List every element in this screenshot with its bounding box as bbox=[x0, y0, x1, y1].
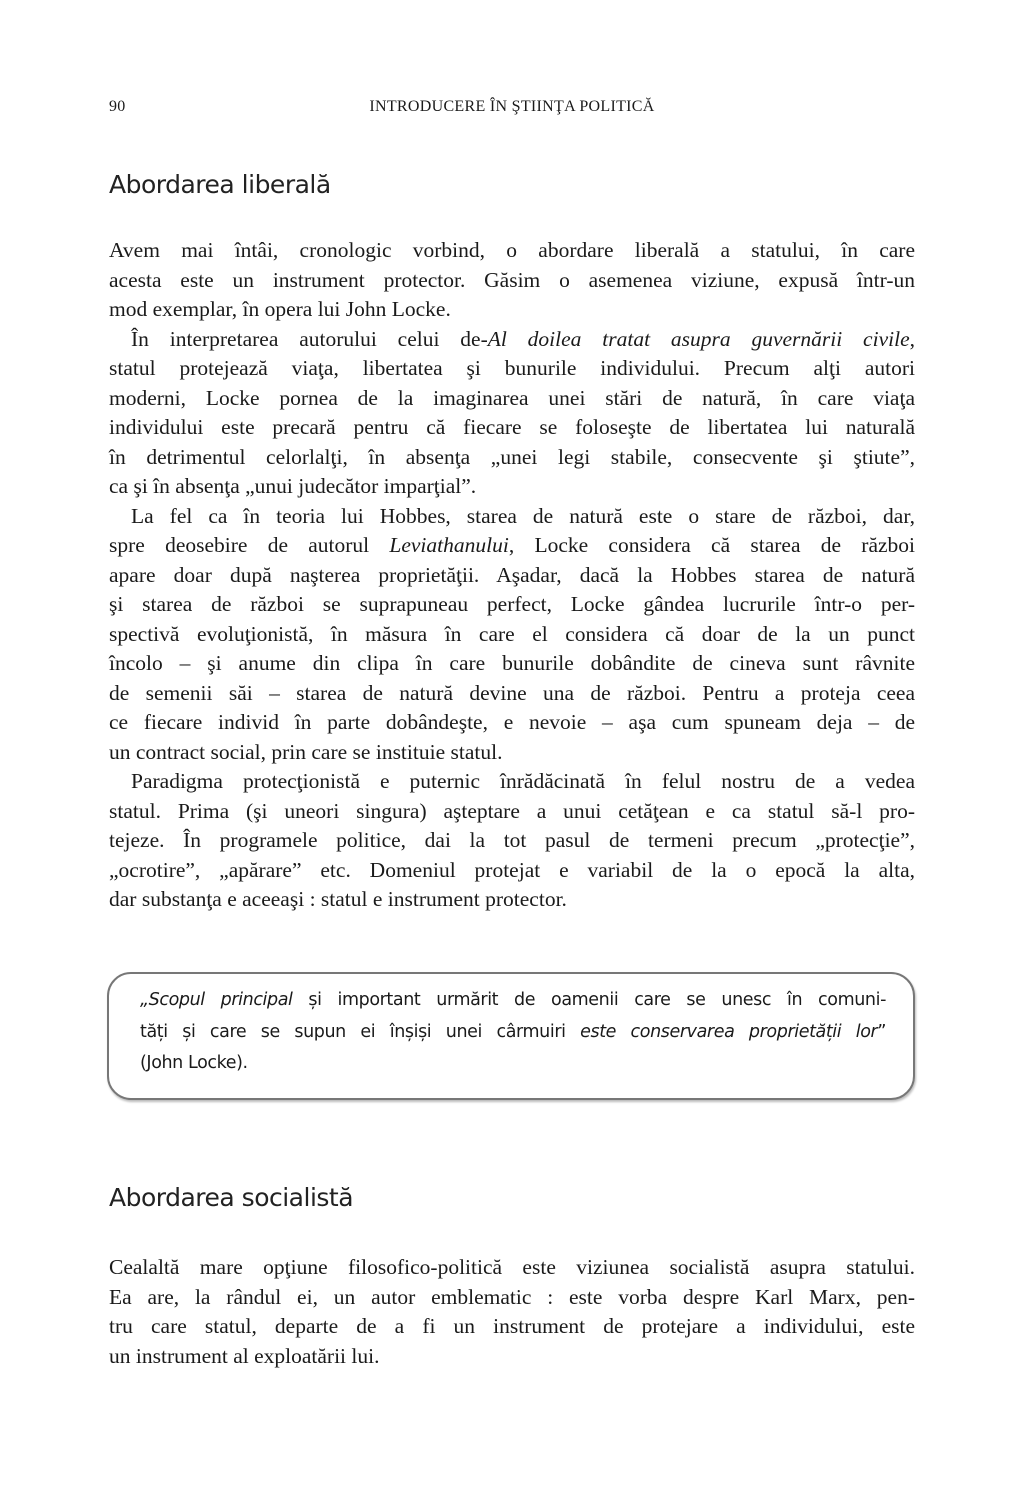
text-line bbox=[109, 413, 915, 443]
text-segment: La fel ca în teoria lui Hobbes, starea de natură este o stare de război, dar, bbox=[131, 503, 915, 528]
text-line bbox=[109, 384, 915, 414]
text-segment: , Locke considera că starea de război bbox=[508, 533, 916, 557]
text-line bbox=[109, 443, 915, 473]
paragraph bbox=[109, 767, 915, 915]
paragraph bbox=[109, 502, 915, 768]
text-segment: ca şi în absenţa „unui judecător imparţial”. bbox=[109, 474, 477, 498]
text-segment: tru care statul, departe de a fi un instrument de protejare a individului, este bbox=[109, 1314, 915, 1338]
text-segment: un instrument al exploatării lui. bbox=[109, 1343, 380, 1368]
text-segment: Avem mai întâi, cronologic vorbind, o abordare liberală a statului, în care bbox=[109, 238, 915, 262]
paragraph bbox=[109, 1253, 915, 1371]
text-line bbox=[109, 797, 915, 827]
text-line bbox=[140, 1017, 886, 1049]
locke-quote bbox=[140, 985, 886, 1080]
text-segment: ” bbox=[877, 1021, 886, 1042]
text-segment: și important urmărit de oamenii care se unesc în comuni- bbox=[292, 990, 886, 1010]
section-heading-socialist: Abordarea socialistă bbox=[109, 1183, 354, 1212]
text-segment: Cealaltă mare opţiune filosofico-politică este viziunea socialistă asupra statului. bbox=[109, 1255, 915, 1279]
italic-text: este conservarea proprietății lor bbox=[580, 1021, 878, 1042]
text-segment: mod exemplar, în opera lui John Locke. bbox=[109, 297, 451, 321]
paragraph bbox=[109, 236, 915, 325]
text-segment: spectivă evoluţionistă, în măsura în care el considera că doar de la un punct bbox=[109, 621, 915, 646]
text-segment: statul protejează viaţa, libertatea şi bunurile individului. Precum alţi autori bbox=[109, 356, 915, 380]
text-line bbox=[109, 1312, 915, 1342]
text-segment: (John Locke). bbox=[140, 1053, 248, 1073]
italic-text: Al doilea tratat asupra guvernării civile bbox=[487, 326, 910, 351]
text-segment: dar substanţa e aceeaşi : statul e instrument protector. bbox=[109, 887, 567, 911]
text-line bbox=[109, 590, 915, 620]
text-segment: statul. Prima (şi uneori singura) aşteptare a unui cetăţean e ca statul să-l pro- bbox=[109, 798, 915, 823]
italic-text: Leviathanului bbox=[389, 533, 509, 557]
text-line bbox=[109, 295, 915, 325]
text-line bbox=[109, 325, 915, 355]
text-line bbox=[109, 679, 915, 709]
text-segment: moderni, Locke pornea de la imaginarea unei stări de natură, în care viaţa bbox=[109, 385, 915, 410]
text-line bbox=[109, 826, 915, 856]
page-number: 90 bbox=[109, 98, 126, 115]
text-line bbox=[109, 502, 915, 532]
text-line bbox=[109, 354, 915, 384]
running-title: INTRODUCERE ÎN ŞTIINŢA POLITICĂ bbox=[369, 98, 655, 115]
text-line bbox=[109, 1342, 915, 1372]
text-segment: de semenii săi – starea de natură devine una de război. Pentru a proteja ceea bbox=[109, 680, 915, 705]
text-segment: şi starea de război se suprapuneau perfect, Locke gândea lucrurile într-o per- bbox=[109, 592, 915, 616]
text-segment: acesta este un instrument protector. Găsim o asemenea viziune, expusă într-un bbox=[109, 267, 915, 292]
section-heading-liberal: Abordarea liberală bbox=[109, 170, 331, 199]
text-line bbox=[109, 856, 915, 886]
text-line bbox=[109, 708, 915, 738]
text-segment: în detrimentul celorlalţi, în absenţa „unei legi stabile, consecvente şi ştiute”, bbox=[109, 444, 915, 469]
text-segment: încolo – şi anume din clipa în care bunurile dobândite de cineva sunt râvnite bbox=[109, 651, 915, 675]
text-line bbox=[140, 1048, 886, 1080]
italic-text: „Scopul principal bbox=[140, 990, 293, 1010]
text-line bbox=[109, 738, 915, 768]
text-segment: tăți și care se supun ei înșiși unei cârmuiri bbox=[140, 1021, 581, 1042]
text-segment: individului este precară pentru că fiecare se foloseşte de libertatea lui naturală bbox=[109, 415, 915, 439]
text-segment: ce fiecare individ în parte dobândeşte, e nevoie – aşa cum spuneam deja – de bbox=[109, 710, 915, 734]
text-segment: Paradigma protecţionistă e puternic înrădăcinată în felul nostru de a vedea bbox=[131, 769, 915, 793]
text-line bbox=[140, 985, 886, 1017]
text-segment: tejeze. În programele politice, dai la tot pasul de termeni precum „protecţie”, bbox=[109, 828, 915, 852]
text-line bbox=[109, 531, 915, 561]
text-line bbox=[109, 1283, 915, 1313]
text-line bbox=[109, 236, 915, 266]
section-liberal-body bbox=[109, 236, 915, 915]
text-line bbox=[109, 649, 915, 679]
text-line bbox=[109, 767, 915, 797]
text-line bbox=[109, 885, 915, 915]
text-line bbox=[109, 266, 915, 296]
text-segment: În interpretarea autorului celui de- bbox=[131, 326, 488, 351]
text-line bbox=[109, 1253, 915, 1283]
text-segment: spre deosebire de autorul bbox=[109, 533, 390, 557]
text-segment: apare doar după naşterea proprietăţii. Aşadar, dacă la Hobbes starea de natură bbox=[109, 562, 915, 587]
text-line bbox=[109, 561, 915, 591]
text-segment: un contract social, prin care se instituie statul. bbox=[109, 739, 503, 764]
section-socialist-body bbox=[109, 1253, 915, 1371]
text-line bbox=[109, 620, 915, 650]
text-segment: „ocrotire”, „apărare” etc. Domeniul protejat e variabil de la o epocă la alta, bbox=[109, 857, 915, 882]
text-segment: , bbox=[909, 326, 915, 351]
text-line bbox=[109, 472, 915, 502]
text-segment: Ea are, la rândul ei, un autor emblematic : este vorba despre Karl Marx, pen- bbox=[109, 1284, 915, 1309]
paragraph bbox=[109, 325, 915, 502]
